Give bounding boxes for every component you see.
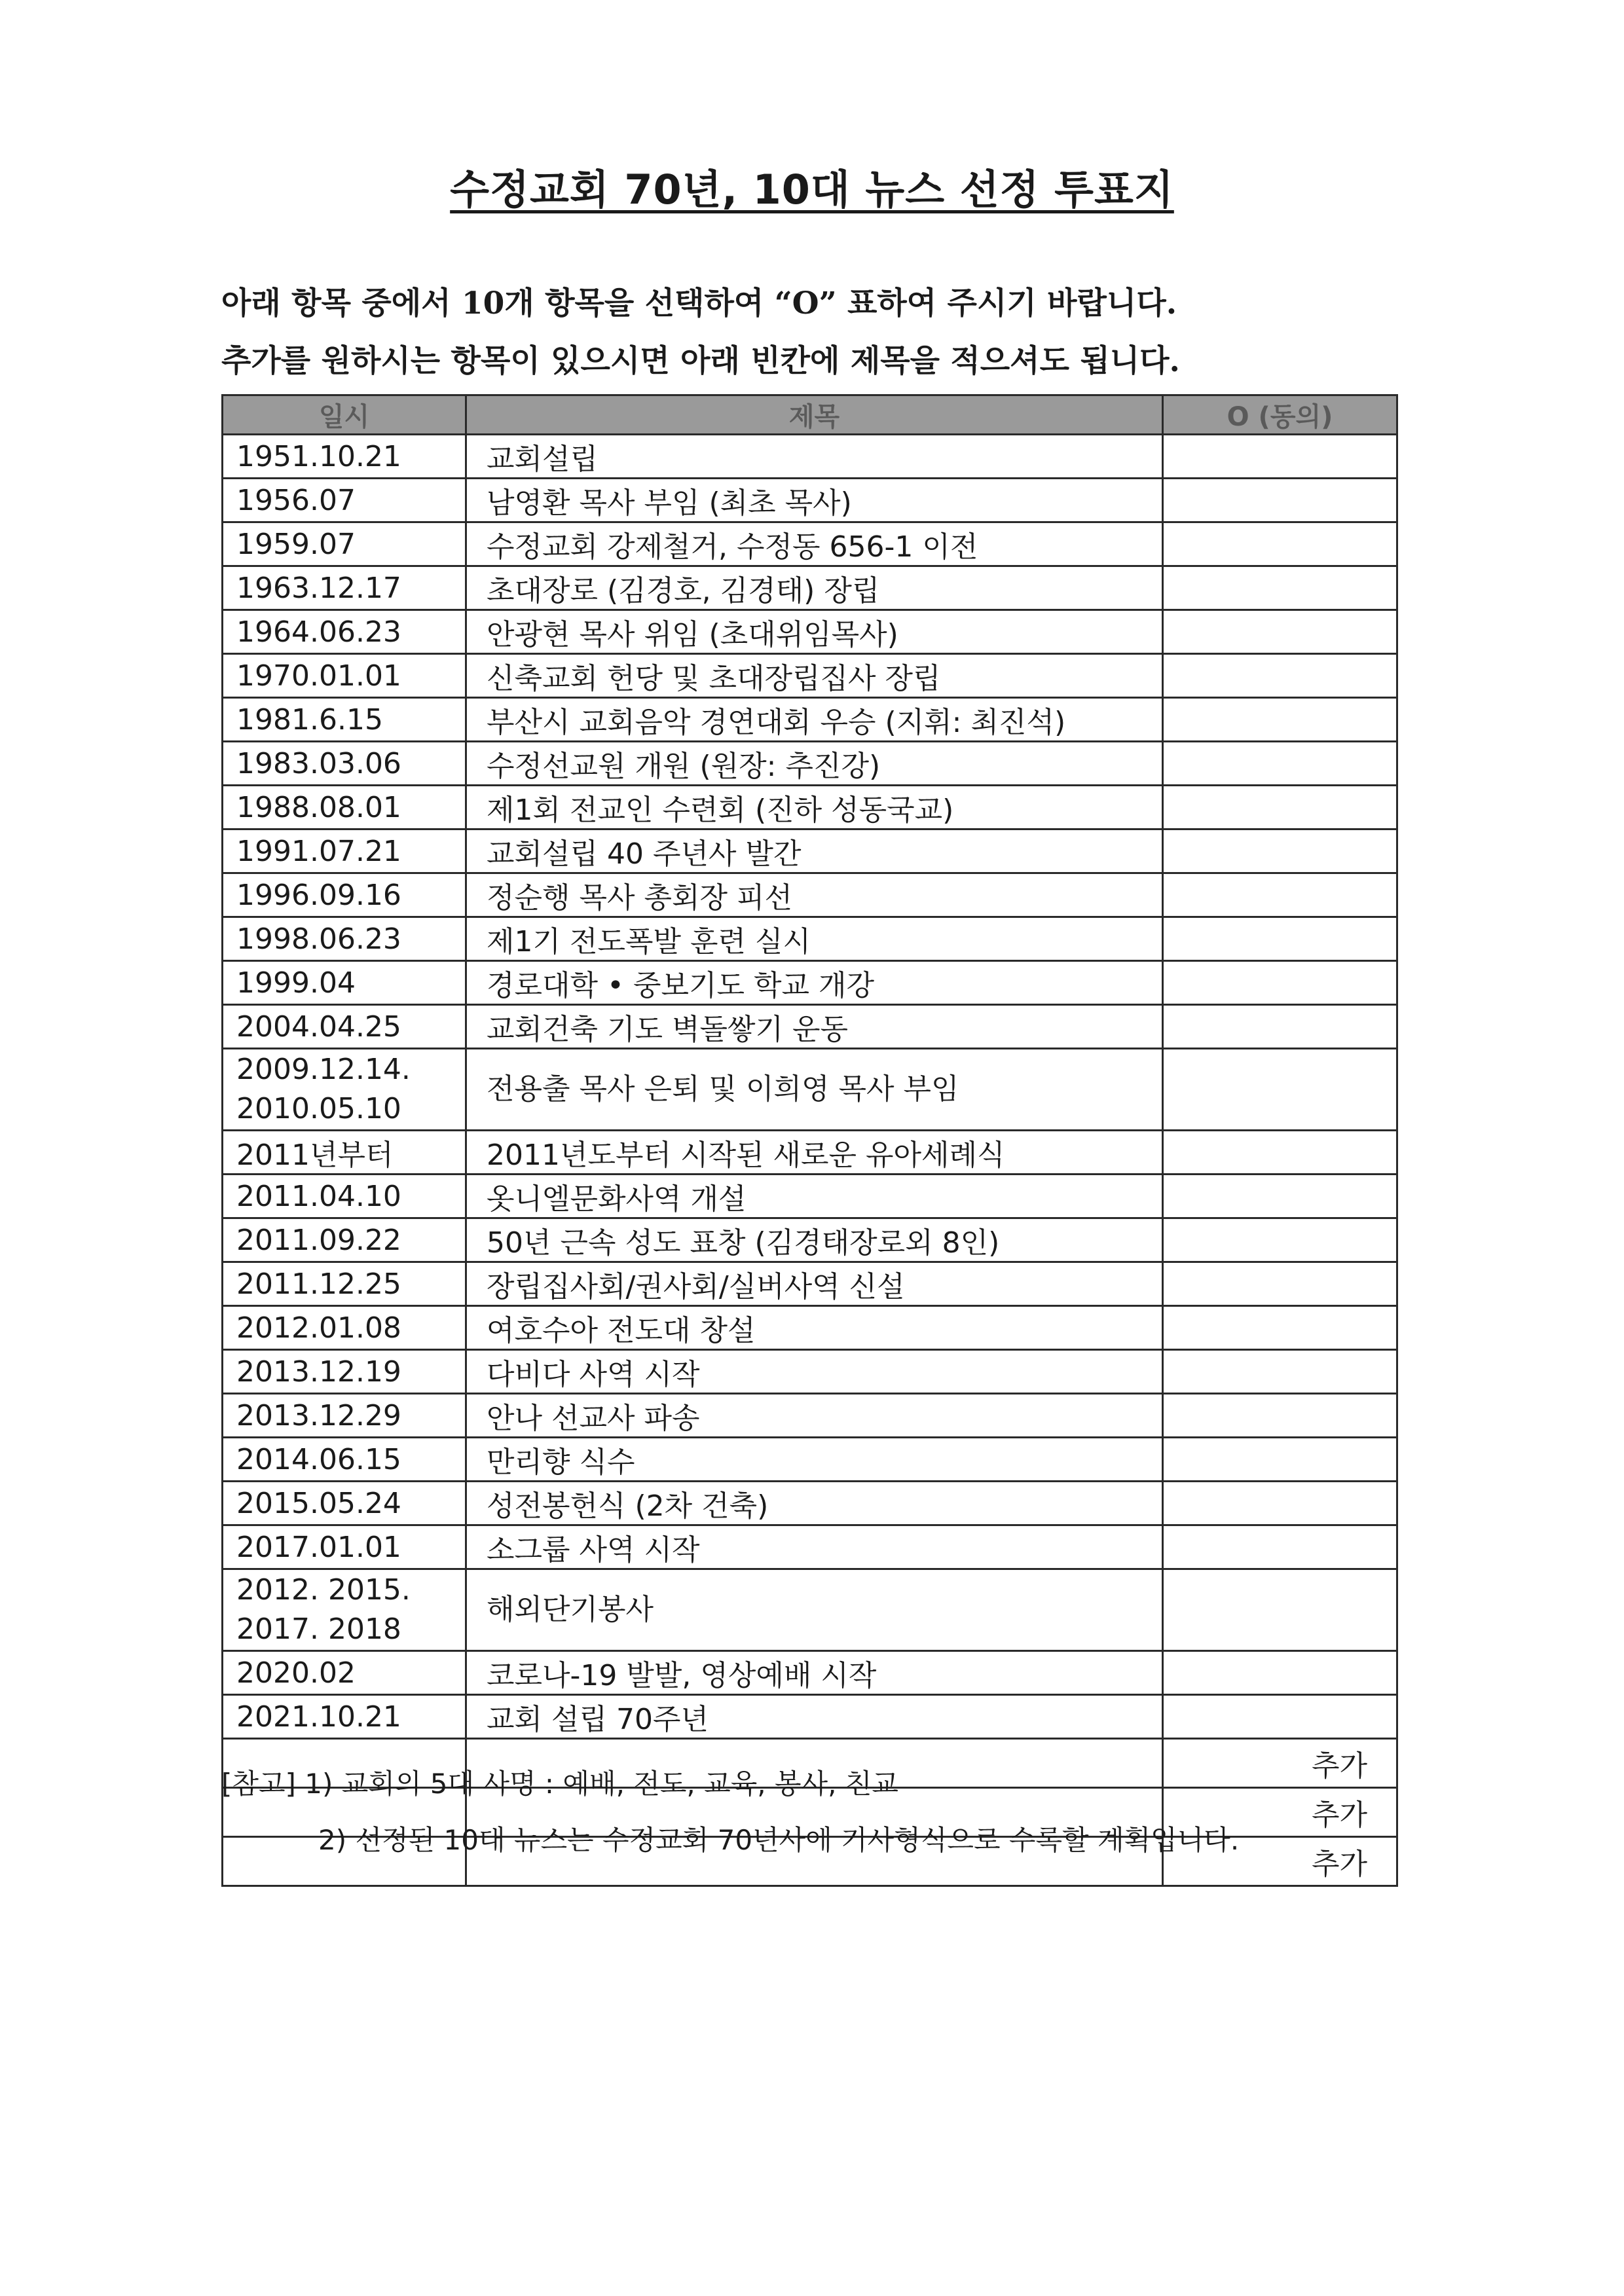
cell-date <box>223 873 466 917</box>
date-text: 1999.04 <box>236 966 356 1000</box>
date-text: 1983.03.06 <box>236 746 401 780</box>
table-row <box>223 917 1397 961</box>
date-text: 1988.08.01 <box>236 790 401 824</box>
cell-title: 제1회 전교인 수련회 (진하 성동국교) <box>466 786 1163 829</box>
instruction-line-1: 아래 항목 중에서 10개 항목을 선택하여 “O” 표하여 주시기 바랍니다. <box>221 285 1177 321</box>
cell-date <box>223 1005 466 1049</box>
date-text-2: 2010.05.10 <box>236 1092 401 1125</box>
cell-vote[interactable] <box>1163 873 1397 917</box>
cell-title: 안나 선교사 파송 <box>466 1394 1163 1438</box>
cell-vote[interactable] <box>1163 1438 1397 1482</box>
cell-date <box>223 786 466 829</box>
date-text: 1981.6.15 <box>236 702 383 737</box>
table-row <box>223 1005 1397 1049</box>
date-text-2: 2017. 2018 <box>236 1613 401 1646</box>
table-row <box>223 1695 1397 1739</box>
date-text: 1998.06.23 <box>236 922 401 956</box>
cell-title: 안광현 목사 위임 (초대위임목사) <box>466 610 1163 654</box>
cell-date <box>223 1438 466 1482</box>
cell-date <box>223 610 466 654</box>
date-text: 2012. 2015. <box>236 1573 411 1607</box>
cell-vote[interactable] <box>1163 1482 1397 1525</box>
header-title: 제목 <box>466 395 1163 435</box>
date-text: 1964.06.23 <box>236 615 401 649</box>
cell-vote[interactable] <box>1163 961 1397 1005</box>
cell-title: 신축교회 헌당 및 초대장립집사 장립 <box>466 654 1163 698</box>
cell-title: 소그룹 사역 시작 <box>466 1525 1163 1569</box>
cell-date <box>223 654 466 698</box>
cell-date <box>223 1651 466 1695</box>
cell-title: 제1기 전도폭발 훈련 실시 <box>466 917 1163 961</box>
table-row <box>223 1394 1397 1438</box>
cell-date <box>223 1218 466 1262</box>
cell-date <box>223 961 466 1005</box>
table-row <box>223 566 1397 610</box>
date-text: 2013.12.19 <box>236 1355 401 1389</box>
cell-title: 다비다 사역 시작 <box>466 1350 1163 1394</box>
cell-date <box>223 829 466 873</box>
date-text: 2011.09.22 <box>236 1223 401 1257</box>
extra-label-cell[interactable]: 추가 <box>1163 1837 1397 1886</box>
cell-title: 경로대학 • 중보기도 학교 개강 <box>466 961 1163 1005</box>
cell-vote[interactable] <box>1163 1350 1397 1394</box>
cell-vote[interactable] <box>1163 1394 1397 1438</box>
cell-title: 만리향 식수 <box>466 1438 1163 1482</box>
table-row <box>223 1049 1397 1131</box>
date-text: 1963.12.17 <box>236 571 401 605</box>
instruction-line-2: 추가를 원하시는 항목이 있으시면 아래 빈칸에 제목을 적으셔도 됩니다. <box>221 343 1180 379</box>
cell-title: 50년 근속 성도 표창 (김경태장로외 8인) <box>466 1218 1163 1262</box>
table-row <box>223 1438 1397 1482</box>
cell-date <box>223 1262 466 1306</box>
cell-date <box>223 698 466 742</box>
extra-label-cell[interactable]: 추가 <box>1163 1739 1397 1788</box>
cell-title: 부산시 교회음악 경연대회 우승 (지휘: 최진석) <box>466 698 1163 742</box>
cell-title: 2011년도부터 시작된 새로운 유아세례식 <box>466 1131 1163 1175</box>
date-text: 2020.02 <box>236 1656 356 1690</box>
cell-vote[interactable] <box>1163 1695 1397 1739</box>
table-row <box>223 698 1397 742</box>
cell-vote[interactable] <box>1163 1175 1397 1218</box>
instructions <box>221 275 1180 390</box>
cell-date <box>223 522 466 566</box>
cell-title: 코로나-19 발발, 영상예배 시작 <box>466 1651 1163 1695</box>
date-text: 2011.04.10 <box>236 1179 401 1213</box>
table-body <box>223 435 1397 1886</box>
cell-date <box>223 1525 466 1569</box>
table-row <box>223 742 1397 786</box>
cell-date <box>223 1394 466 1438</box>
date-text: 2017.01.01 <box>236 1530 401 1564</box>
table-row <box>223 479 1397 522</box>
cell-title: 교회설립 40 주년사 발간 <box>466 829 1163 873</box>
date-text: 2021.10.21 <box>236 1700 401 1734</box>
cell-vote[interactable] <box>1163 1049 1397 1131</box>
table-row <box>223 961 1397 1005</box>
date-text: 1996.09.16 <box>236 878 401 912</box>
table-row <box>223 1262 1397 1306</box>
cell-date <box>223 1049 466 1131</box>
cell-vote[interactable] <box>1163 1218 1397 1262</box>
table-row <box>223 1482 1397 1525</box>
table-row <box>223 1651 1397 1695</box>
cell-vote[interactable] <box>1163 1131 1397 1175</box>
table-row <box>223 522 1397 566</box>
cell-title: 수정교회 강제철거, 수정동 656-1 이전 <box>466 522 1163 566</box>
table-row <box>223 829 1397 873</box>
cell-title: 수정선교원 개원 (원장: 추진강) <box>466 742 1163 786</box>
page-title: 수정교회 70년, 10대 뉴스 선정 투표지 <box>450 166 1174 213</box>
cell-title: 장립집사회/권사회/실버사역 신설 <box>466 1262 1163 1306</box>
cell-vote[interactable] <box>1163 1005 1397 1049</box>
cell-title: 여호수아 전도대 창설 <box>466 1306 1163 1350</box>
table-row <box>223 786 1397 829</box>
cell-date <box>223 1569 466 1651</box>
cell-vote[interactable] <box>1163 1306 1397 1350</box>
table-row <box>223 1569 1397 1651</box>
cell-date <box>223 1131 466 1175</box>
cell-vote[interactable] <box>1163 786 1397 829</box>
cell-title: 해외단기봉사 <box>466 1569 1163 1651</box>
cell-vote[interactable] <box>1163 566 1397 610</box>
date-text: 2004.04.25 <box>236 1010 401 1044</box>
table-row <box>223 1350 1397 1394</box>
cell-title: 교회설립 <box>466 435 1163 479</box>
table-row <box>223 873 1397 917</box>
cell-title: 정순행 목사 총회장 피선 <box>466 873 1163 917</box>
cell-vote[interactable] <box>1163 435 1397 479</box>
cell-vote[interactable] <box>1163 610 1397 654</box>
cell-date <box>223 435 466 479</box>
cell-vote[interactable] <box>1163 742 1397 786</box>
cell-vote[interactable] <box>1163 1262 1397 1306</box>
cell-title: 교회 설립 70주년 <box>466 1695 1163 1739</box>
extra-label-cell[interactable]: 추가 <box>1163 1788 1397 1837</box>
cell-vote[interactable] <box>1163 522 1397 566</box>
cell-date <box>223 1482 466 1525</box>
cell-date <box>223 1695 466 1739</box>
cell-title: 남영환 목사 부임 (최초 목사) <box>466 479 1163 522</box>
date-text: 1970.01.01 <box>236 659 401 693</box>
table-row <box>223 1306 1397 1350</box>
table-row <box>223 1525 1397 1569</box>
notes <box>221 1756 1239 1868</box>
cell-vote[interactable] <box>1163 1651 1397 1695</box>
table-row <box>223 1175 1397 1218</box>
cell-vote[interactable] <box>1163 917 1397 961</box>
cell-vote[interactable] <box>1163 829 1397 873</box>
note-line-2: 2) 선정된 10대 뉴스는 수정교회 70년사에 기사형식으로 수록할 계획입니다. <box>318 1824 1240 1856</box>
table-row <box>223 610 1397 654</box>
table-row <box>223 435 1397 479</box>
date-text: 2012.01.08 <box>236 1311 401 1345</box>
date-text: 1956.07 <box>236 483 356 517</box>
date-text: 1951.10.21 <box>236 439 401 473</box>
cell-date <box>223 1350 466 1394</box>
date-text: 2015.05.24 <box>236 1486 401 1520</box>
cell-date <box>223 479 466 522</box>
cell-date <box>223 1306 466 1350</box>
date-text: 1959.07 <box>236 527 356 561</box>
header-vote: O (동의) <box>1163 395 1397 435</box>
cell-vote[interactable] <box>1163 654 1397 698</box>
header-date: 일시 <box>223 395 466 435</box>
table-row <box>223 1131 1397 1175</box>
date-text: 2013.12.29 <box>236 1398 401 1432</box>
date-text: 1991.07.21 <box>236 834 401 868</box>
cell-vote[interactable] <box>1163 698 1397 742</box>
date-text: 2009.12.14. <box>236 1053 411 1086</box>
table-header-row <box>223 395 1397 435</box>
cell-title: 성전봉헌식 (2차 건축) <box>466 1482 1163 1525</box>
table-row <box>223 1218 1397 1262</box>
cell-vote[interactable] <box>1163 1569 1397 1651</box>
date-text: 2011.12.25 <box>236 1267 401 1301</box>
cell-vote[interactable] <box>1163 479 1397 522</box>
date-text: 2011년부터 <box>236 1139 394 1172</box>
cell-title: 옷니엘문화사역 개설 <box>466 1175 1163 1218</box>
cell-title: 교회건축 기도 벽돌쌓기 운동 <box>466 1005 1163 1049</box>
cell-date <box>223 917 466 961</box>
cell-date <box>223 1175 466 1218</box>
cell-title: 전용출 목사 은퇴 및 이희영 목사 부임 <box>466 1049 1163 1131</box>
news-ballot-table <box>221 394 1398 1887</box>
note-line-1: [참고] 1) 교회의 5대 사명 : 예배, 전도, 교육, 봉사, 친교 <box>221 1768 898 1800</box>
cell-vote[interactable] <box>1163 1525 1397 1569</box>
cell-date <box>223 742 466 786</box>
table-row <box>223 654 1397 698</box>
cell-title: 초대장로 (김경호, 김경태) 장립 <box>466 566 1163 610</box>
date-text: 2014.06.15 <box>236 1442 401 1476</box>
cell-date <box>223 566 466 610</box>
